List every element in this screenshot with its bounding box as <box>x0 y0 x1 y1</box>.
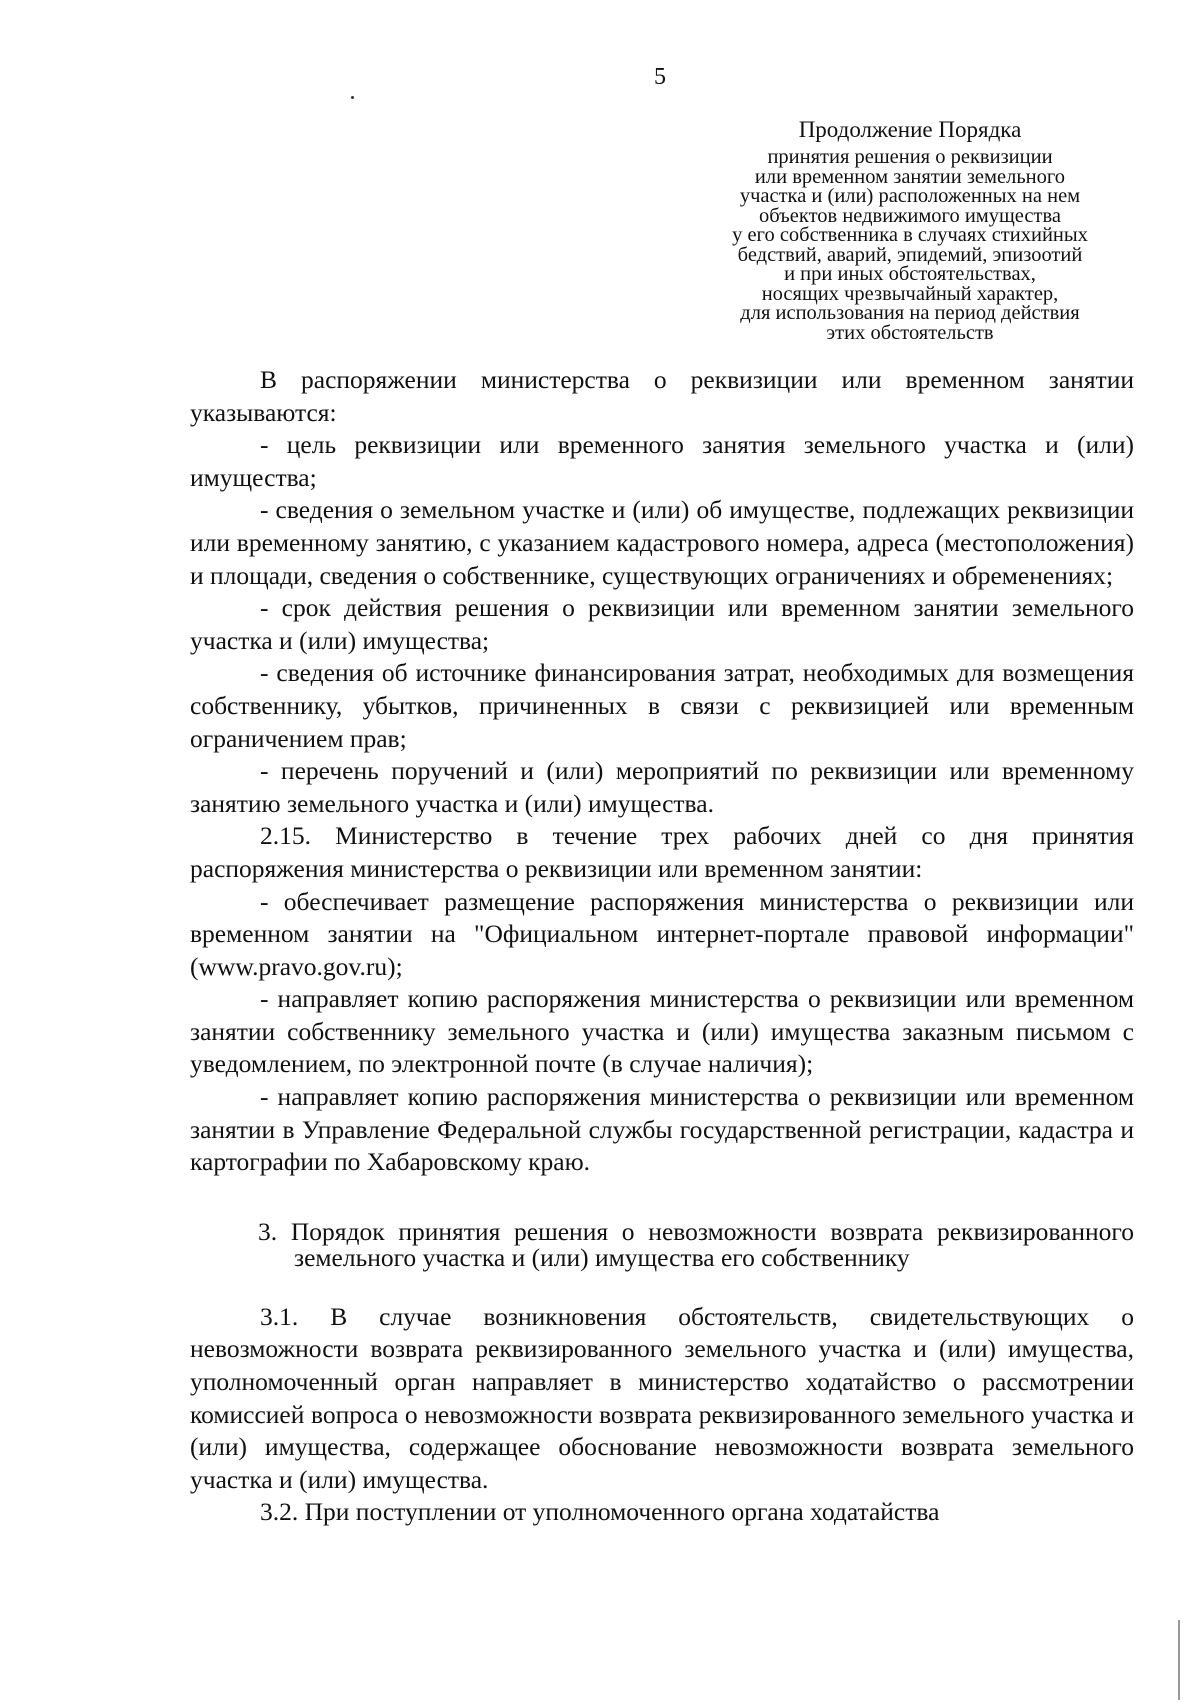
document-body <box>190 364 1134 1529</box>
paragraph: В распоряжении министерства о реквизиции или временном занятии указываются: <box>190 365 1134 427</box>
heading-subtitle-line: для использования на период действия <box>740 302 1080 324</box>
paragraph: - направляет копию распоряжения министерства о реквизиции или временном занятии собственнику земельного участка и (или) имущества заказным письмом с уведомлением, по электронной почте (в случае наличия); <box>190 984 1134 1079</box>
heading-subtitle-line: этих обстоятельств <box>826 321 994 344</box>
heading-title: Продолжение Порядка <box>798 117 1022 142</box>
heading-subtitle-line: объектов недвижимого имущества <box>759 204 1061 227</box>
paragraph: 2.15. Министерство в течение трех рабочих дней со дня принятия распоряжения министерства о реквизиции или временном занятии: <box>190 821 1134 883</box>
scan-edge-mark <box>1178 1620 1180 1700</box>
heading-subtitle-line: бедствий, аварий, эпидемий, эпизоотий <box>737 243 1083 266</box>
paragraph: - цель реквизиции или временного занятия земельного участка и (или) имущества; <box>190 430 1134 492</box>
paragraph: - срок действия решения о реквизиции или временном занятии земельного участка и (или) имущества; <box>190 593 1134 655</box>
heading-subtitle <box>688 148 1132 343</box>
heading-subtitle-line: принятия решения о реквизиции <box>767 146 1053 168</box>
heading-subtitle-line: участка и (или) расположенных на нем <box>739 185 1081 207</box>
heading-subtitle-line: носящих чрезвычайный характер, <box>761 282 1059 305</box>
paragraph: - направляет копию распоряжения министерства о реквизиции или временном занятии в Управление Федеральной службы государственной регистрации, кадастра и картографии по Хабаровскому краю. <box>190 1082 1134 1177</box>
page-number: 5 <box>654 64 666 90</box>
scan-speck <box>351 96 354 99</box>
paragraph: - сведения об источнике финансирования затрат, необходимых для возмещения собственнику, убытков, причиненных в связи с реквизицией или временным ограничением прав; <box>190 658 1134 753</box>
paragraph: - сведения о земельном участке и (или) об имуществе, подлежащих реквизиции или временному занятию, с указанием кадастрового номера, адреса (местоположения) и площади, сведения о собственнике, существующих ограничениях и обременениях; <box>190 495 1134 590</box>
section-title: 3. Порядок принятия решения о невозможности возврата реквизированного земельного участка и (или) имущества его собственнику <box>258 1216 1134 1272</box>
paragraph: - перечень поручений и (или) мероприятий по реквизиции или временному занятию земельного участка и (или) имущества. <box>190 756 1134 818</box>
heading-subtitle-line: и при иных обстоятельствах, <box>784 263 1036 285</box>
paragraph: 3.2. При поступлении от уполномоченного органа ходатайства <box>260 1497 940 1527</box>
paragraph: 3.1. В случае возникновения обстоятельств, свидетельствующих о невозможности возврата реквизированного земельного участка и (или) имущества, уполномоченный орган направляет в министерство ходатайство о рассмотрении комиссией вопроса о невозможности возврата реквизированного земельного участка и (или) имущества, содержащее обоснование невозможности возврата земельного участка и (или) имущества. <box>190 1301 1134 1494</box>
heading-subtitle-line: или временном занятии земельного <box>754 165 1066 188</box>
paragraph: - обеспечивает размещение распоряжения министерства о реквизиции или временном занятии на "Официальном интернет-портале правовой информации" (www.pravo.gov.ru); <box>190 886 1134 981</box>
heading-subtitle-line: у его собственника в случаях стихийных <box>732 224 1088 246</box>
